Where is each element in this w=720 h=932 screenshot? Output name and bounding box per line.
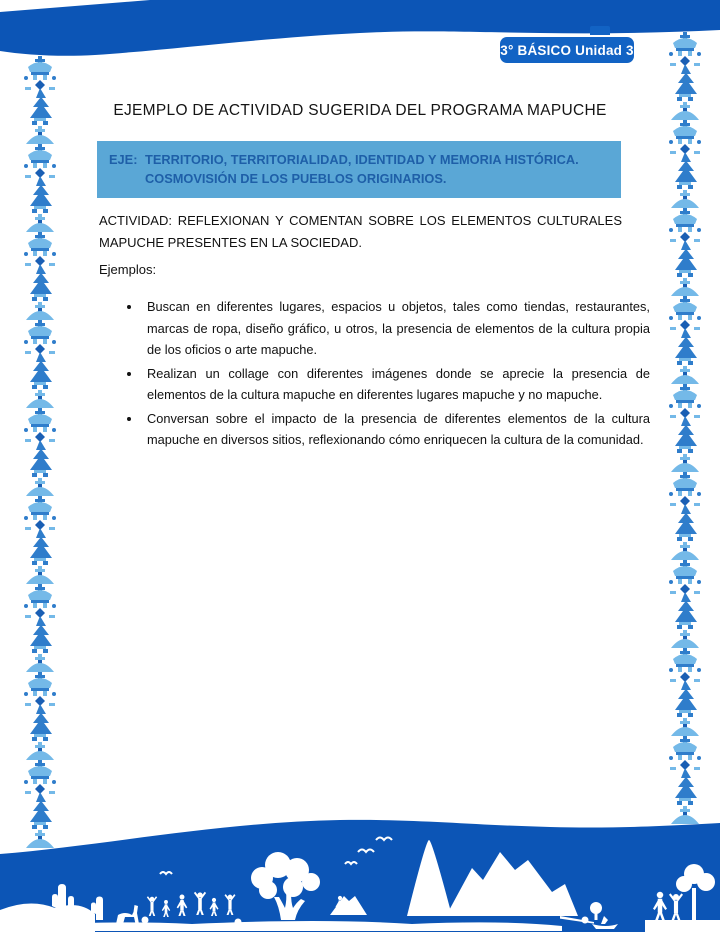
examples-bullet-list	[115, 296, 650, 453]
eje-line2: COSMOVISIÓN DE LOS PUEBLOS ORIGINARIOS.	[145, 171, 447, 186]
mapuche-landscape-footer-icon	[0, 812, 720, 932]
bullet-item: • Buscan en diferentes lugares, espacios u objetos, tales como tiendas, restaurantes, marcas de ropa, diseño gráfico, u otros, la presencia de elementos de la cultura propia de los oficios o arte mapuche.	[142, 296, 650, 361]
unit-badge-label: 3° BÁSICO Unidad 3	[500, 42, 634, 58]
eje-box	[97, 141, 621, 198]
mapuche-totem-border-right-icon	[667, 32, 703, 824]
mapuche-totem-border-left-icon	[22, 56, 58, 848]
bullet-item: • Realizan un collage con diferentes imágenes donde se aprecie la presencia de elementos de la cultura mapuche en diferentes lugares mapuche y no mapuche.	[142, 363, 650, 406]
eje-label: EJE:	[109, 152, 138, 167]
bullet-item: • Conversan sobre el impacto de la presencia de diferentes elementos de la cultura mapuche en diversos sitios, reflexionando cómo enriquecen la cultura de la comunidad.	[142, 408, 650, 451]
examples-label: Ejemplos:	[99, 262, 157, 277]
activity-paragraph: ACTIVIDAD: REFLEXIONAN Y COMENTAN SOBRE LOS ELEMENTOS CULTURALES MAPUCHE PRESENTES EN LA SOCIEDAD.	[99, 213, 622, 250]
unit-badge	[500, 37, 634, 63]
page-title: EJEMPLO DE ACTIVIDAD SUGERIDA DEL PROGRAMA MAPUCHE	[113, 102, 607, 119]
eje-line1: TERRITORIO, TERRITORIALIDAD, IDENTIDAD Y MEMORIA HISTÓRICA.	[145, 152, 579, 167]
